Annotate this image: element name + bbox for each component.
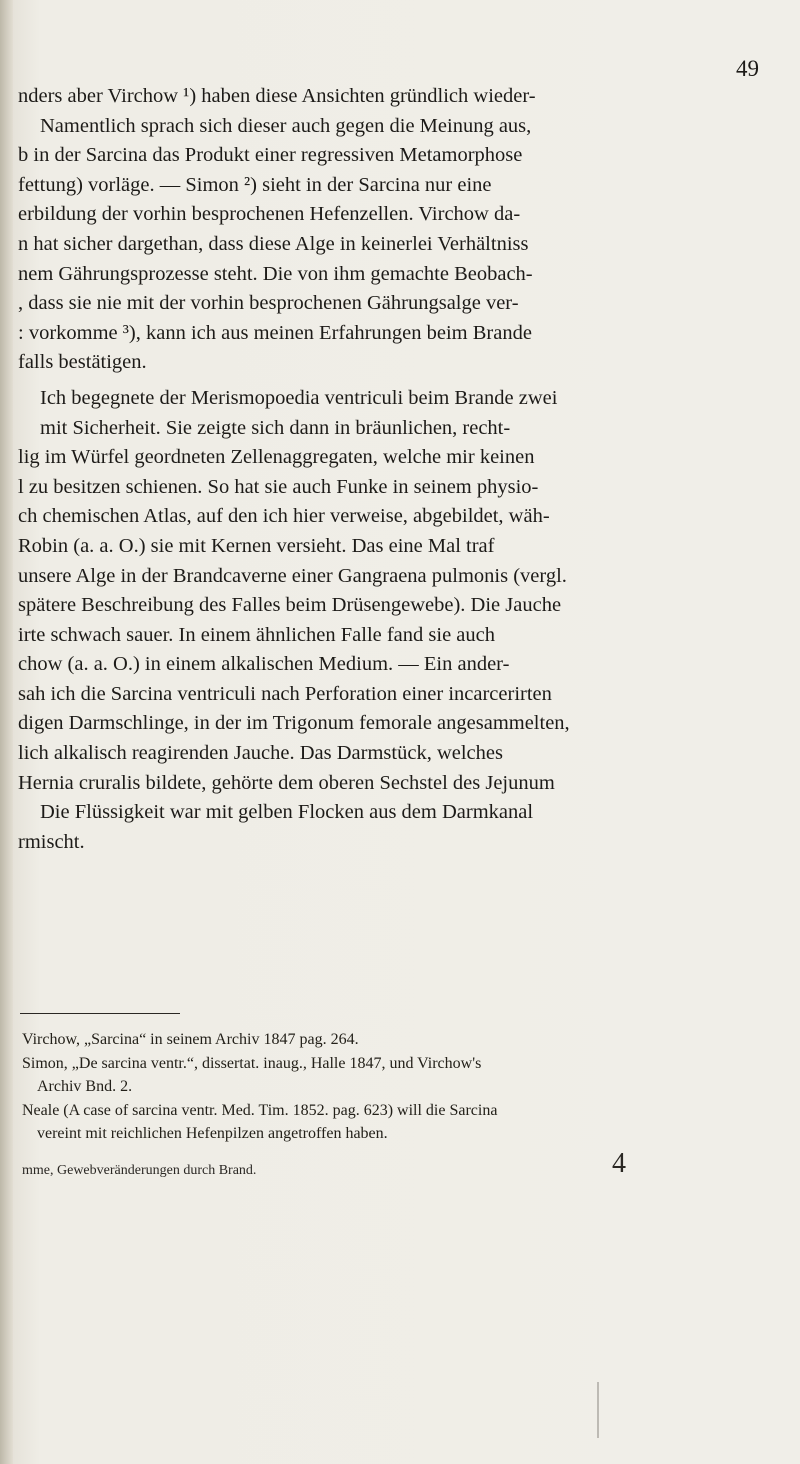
text-line: Ich begegnete der Merismopoedia ventriculi beim Brande zwei xyxy=(40,386,558,409)
text-line: nders aber Virchow ¹) haben diese Ansichten gründlich wieder- xyxy=(18,85,536,107)
text-line: Namentlich sprach sich dieser auch gegen die Meinung aus, xyxy=(40,114,532,137)
printer-signature-line: mme, Gewebveränderungen durch Brand. xyxy=(22,1163,257,1178)
text-line: mit Sicherheit. Sie zeigte sich dann in bräunlichen, recht- xyxy=(40,416,511,439)
page-number: 49 xyxy=(736,56,759,81)
text-line: : vorkomme ³), kann ich aus meinen Erfahrungen beim Brande xyxy=(18,321,532,344)
text-line: l zu besitzen schienen. So hat sie auch Funke in seinem physio- xyxy=(18,475,539,498)
text-line: falls bestätigen. xyxy=(18,351,147,374)
footnote-divider xyxy=(20,1013,180,1014)
text-line: Hernia cruralis bildete, gehörte dem oberen Sechstel des Jejunum xyxy=(18,771,555,794)
text-line: chow (a. a. O.) in einem alkalischen Medium. — Ein ander- xyxy=(18,653,510,676)
text-line: Robin (a. a. O.) sie mit Kernen versieht. Das eine Mal traf xyxy=(18,534,495,557)
signature-mark: 4 xyxy=(612,1148,626,1179)
footnotes xyxy=(22,1028,742,1146)
text-line: , dass sie nie mit der vorhin besprochenen Gährungsalge ver- xyxy=(18,292,519,315)
text-line: unsere Alge in der Brandcaverne einer Gangraena pulmonis (vergl. xyxy=(18,564,567,587)
text-line: n hat sicher dargethan, dass diese Alge in keinerlei Verhältniss xyxy=(18,232,529,255)
text-line: spätere Beschreibung des Falles beim Drüsengewebe). Die Jauche xyxy=(18,594,562,617)
footnote-1: Virchow, „Sarcina“ in seinem Archiv 1847 pag. 264. xyxy=(22,1031,359,1048)
text-line: irte schwach sauer. In einem ähnlichen Falle fand sie auch xyxy=(18,623,496,646)
text-line: Die Flüssigkeit war mit gelben Flocken aus dem Darmkanal xyxy=(40,801,534,824)
text-line: ch chemischen Atlas, auf den ich hier verweise, abgebildet, wäh- xyxy=(18,505,550,528)
text-line: b in der Sarcina das Produkt einer regressiven Metamorphose xyxy=(18,144,523,167)
text-line: lig im Würfel geordneten Zellenaggregaten, welche mir keinen xyxy=(18,446,535,469)
footnote-3-continued: vereint mit reichlichen Hefenpilzen angetroffen haben. xyxy=(37,1125,388,1142)
footnote-2-continued: Archiv Bnd. 2. xyxy=(37,1078,133,1095)
text-line: nem Gährungsprozesse steht. Die von ihm gemachte Beobach- xyxy=(18,262,533,285)
text-line: fettung) vorläge. — Simon ²) sieht in der Sarcina nur eine xyxy=(18,173,492,196)
text-line: sah ich die Sarcina ventriculi nach Perforation einer incarcerirten xyxy=(18,682,552,705)
footnote-2: Simon, „De sarcina ventr.“, dissertat. inaug., Halle 1847, und Virchow's xyxy=(22,1054,482,1072)
text-line: digen Darmschlinge, in der im Trigonum femorale angesammelten, xyxy=(18,712,570,735)
binding-edge xyxy=(0,0,13,1464)
pencil-mark xyxy=(597,1382,599,1438)
text-line: rmischt. xyxy=(18,830,85,853)
body-text xyxy=(18,82,748,857)
text-line: lich alkalisch reagirenden Jauche. Das Darmstück, welches xyxy=(18,742,503,765)
text-line: erbildung der vorhin besprochenen Hefenzellen. Virchow da- xyxy=(18,203,521,226)
footnote-3: Neale (A case of sarcina ventr. Med. Tim. 1852. pag. 623) will die Sarcina xyxy=(22,1101,498,1119)
